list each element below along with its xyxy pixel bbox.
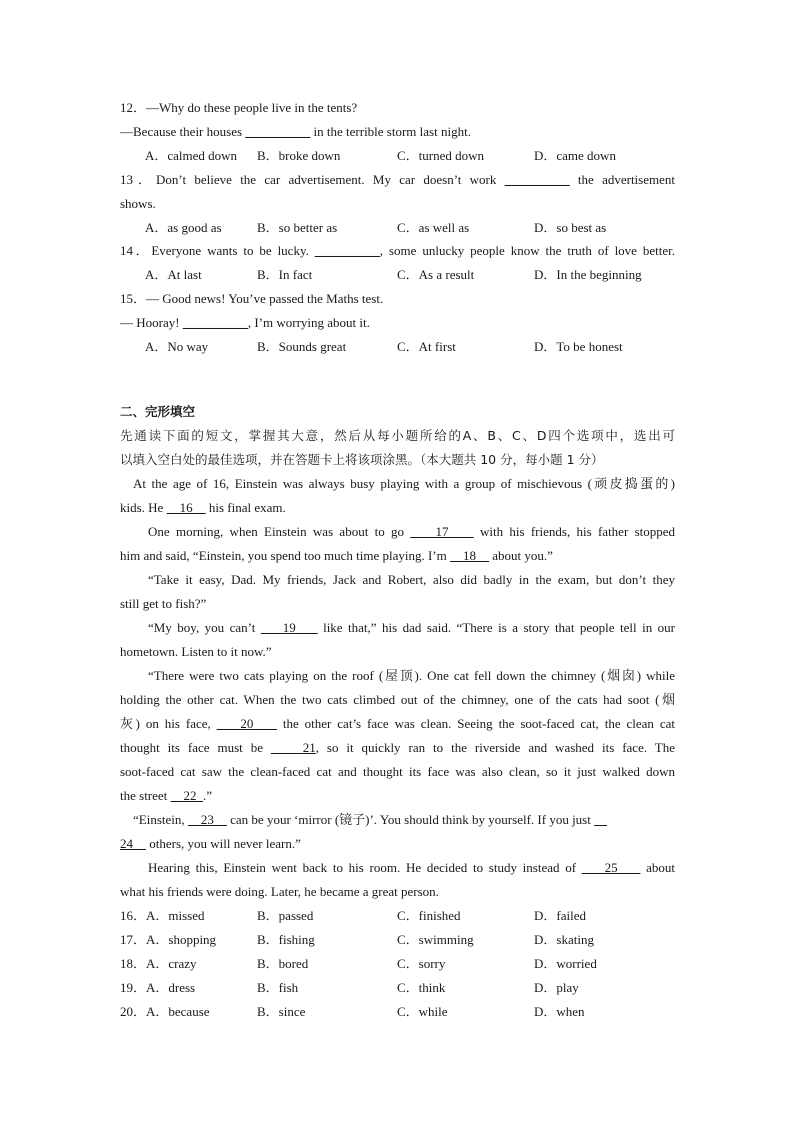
option-b: B．Sounds great (257, 339, 347, 354)
option-a: A．crazy (146, 956, 197, 971)
option-b: B．fishing (257, 932, 315, 947)
cloze-blank-20: 20 (240, 716, 254, 731)
question-number: 20． (120, 1004, 147, 1019)
option-a: A．as good as (145, 220, 222, 235)
passage-line: soot-faced cat saw the clean-faced cat and thought its face was also clean, so it just walked down (120, 764, 675, 779)
option-d: D．To be honest (534, 339, 623, 354)
option-d: D．play (534, 980, 579, 995)
cloze-options-19 (120, 976, 675, 1000)
option-b: B．since (257, 1004, 306, 1019)
option-d: D．so best as (534, 220, 607, 235)
answer-blank: __________ (314, 243, 380, 258)
passage-line: him and said, “Einstein, you spend too much time playing. I’m 18 about you.” (120, 548, 553, 563)
question-15-stem: 15．— Good news! You’ve passed the Maths test. (120, 291, 384, 306)
option-b: B．fish (257, 980, 299, 995)
question-13-options (120, 216, 675, 240)
option-d: D．came down (534, 148, 616, 163)
question-14-stem: 14．Everyone wants to be lucky. __________, some unlucky people know the truth of love better. (120, 243, 676, 258)
section-title: 二、完形填空 (120, 404, 196, 419)
option-a: A．No way (145, 339, 209, 354)
cloze-blank-24: 24 (120, 836, 133, 851)
cloze-options-18 (120, 952, 675, 976)
option-d: D．In the beginning (534, 267, 642, 282)
option-a: A．because (146, 1004, 210, 1019)
option-a: A．At last (145, 267, 202, 282)
option-b: B．In fact (257, 267, 313, 282)
question-12-options (120, 144, 675, 168)
question-number: 18． (120, 956, 147, 971)
option-b: B．bored (257, 956, 309, 971)
option-c: C．as well as (397, 220, 470, 235)
passage-line: still get to fish?” (120, 596, 207, 611)
option-a: A．calmed down (145, 148, 238, 163)
question-12-stem: 12．—Why do these people live in the tents? (120, 100, 358, 115)
cloze-blank-23: 23 (200, 812, 214, 827)
option-c: C．while (397, 1004, 448, 1019)
question-15-answer-line: — Hooray! __________, I’m worrying about it. (120, 315, 370, 330)
option-c: C．finished (397, 908, 461, 923)
option-c: C．At first (397, 339, 456, 354)
cloze-options-20 (120, 1000, 675, 1024)
question-number: 17． (120, 932, 147, 947)
question-13-stem-cont: shows. (120, 196, 156, 211)
option-a: A．dress (146, 980, 196, 995)
answer-blank: __________ (182, 315, 248, 330)
passage-line: “Einstein, 23 can be your ‘mirror (镜子)’. You should think by yourself. If you just (133, 812, 595, 827)
cloze-blank-25: 25 (604, 860, 618, 875)
passage-line: 24 others, you will never learn.” (120, 836, 301, 851)
cloze-options-17 (120, 928, 675, 952)
passage-line: “Take it easy, Dad. My friends, Jack and Robert, also did badly in the exam, but don’t they (148, 572, 675, 587)
passage-line: One morning, when Einstein was about to go 17 with his friends, his father stopped (148, 524, 676, 539)
option-c: C．swimming (397, 932, 474, 947)
option-b: B．broke down (257, 148, 341, 163)
passage-line: 灰) on his face, 20 the other cat’s face was clean. Seeing the soot-faced cat, the clean cat (120, 716, 675, 731)
question-number: 16． (120, 908, 147, 923)
question-15-options (120, 335, 675, 359)
option-a: A．missed (146, 908, 205, 923)
option-d: D．skating (534, 932, 594, 947)
cloze-blank-18: 18 (463, 548, 477, 563)
section-instructions: 先通读下面的短文，掌握其大意，然后从每小题所给的A、B、C、D四个选项中，选出可 (120, 428, 675, 443)
cloze-blank-19: 19 (282, 620, 296, 635)
option-b: B．so better as (257, 220, 338, 235)
option-a: A．shopping (146, 932, 217, 947)
answer-blank: __________ (245, 124, 311, 139)
option-d: D．worried (534, 956, 597, 971)
passage-line: Hearing this, Einstein went back to his room. He decided to study instead of 25 about (148, 860, 676, 875)
question-14-options (120, 263, 675, 287)
passage-line: what his friends were doing. Later, he became a great person. (120, 884, 439, 899)
option-c: C．As a result (397, 267, 475, 282)
cloze-blank-16: 16 (179, 500, 193, 515)
passage-line: kids. He 16 his final exam. (120, 500, 286, 515)
cloze-options-16 (120, 904, 675, 928)
passage-line: thought its face must be 21, so it quickly ran to the riverside and washed its face. The (120, 740, 676, 755)
passage-line: At the age of 16, Einstein was always busy playing with a group of mischievous (顽皮捣蛋的) (133, 476, 675, 491)
question-number: 19． (120, 980, 147, 995)
option-c: C．turned down (397, 148, 485, 163)
question-13-stem: 13．Don’t believe the car advertisement. My car doesn’t work __________ the advertisement (120, 172, 675, 187)
option-b: B．passed (257, 908, 314, 923)
option-d: D．when (534, 1004, 585, 1019)
passage-line: “My boy, you can’t 19 like that,” his dad said. “There is a story that people tell in our (148, 620, 676, 635)
section-instructions-cont: 以填入空白处的最佳选项，并在答题卡上将该项涂黑。（本大题共 10 分，每小题 1 分） (120, 452, 604, 467)
option-d: D．failed (534, 908, 586, 923)
answer-blank: __________ (504, 172, 570, 187)
passage-line: hometown. Listen to it now.” (120, 644, 272, 659)
passage-line: “There were two cats playing on the roof (屋顶). One cat fell down the chimney (烟囱) while (148, 668, 675, 683)
cloze-blank-17: 17 (435, 524, 449, 539)
cloze-blank-21: 21 (302, 740, 316, 755)
passage-line: holding the other cat. When the two cats climbed out of the chimney, one of the cats had soot (烟 (120, 692, 675, 707)
question-12-answer-line: —Because their houses __________ in the terrible storm last night. (120, 124, 471, 139)
cloze-blank-22: 22 (183, 788, 197, 803)
option-c: C．think (397, 980, 446, 995)
passage-line: the street 22 .” (120, 788, 213, 803)
option-c: C．sorry (397, 956, 446, 971)
